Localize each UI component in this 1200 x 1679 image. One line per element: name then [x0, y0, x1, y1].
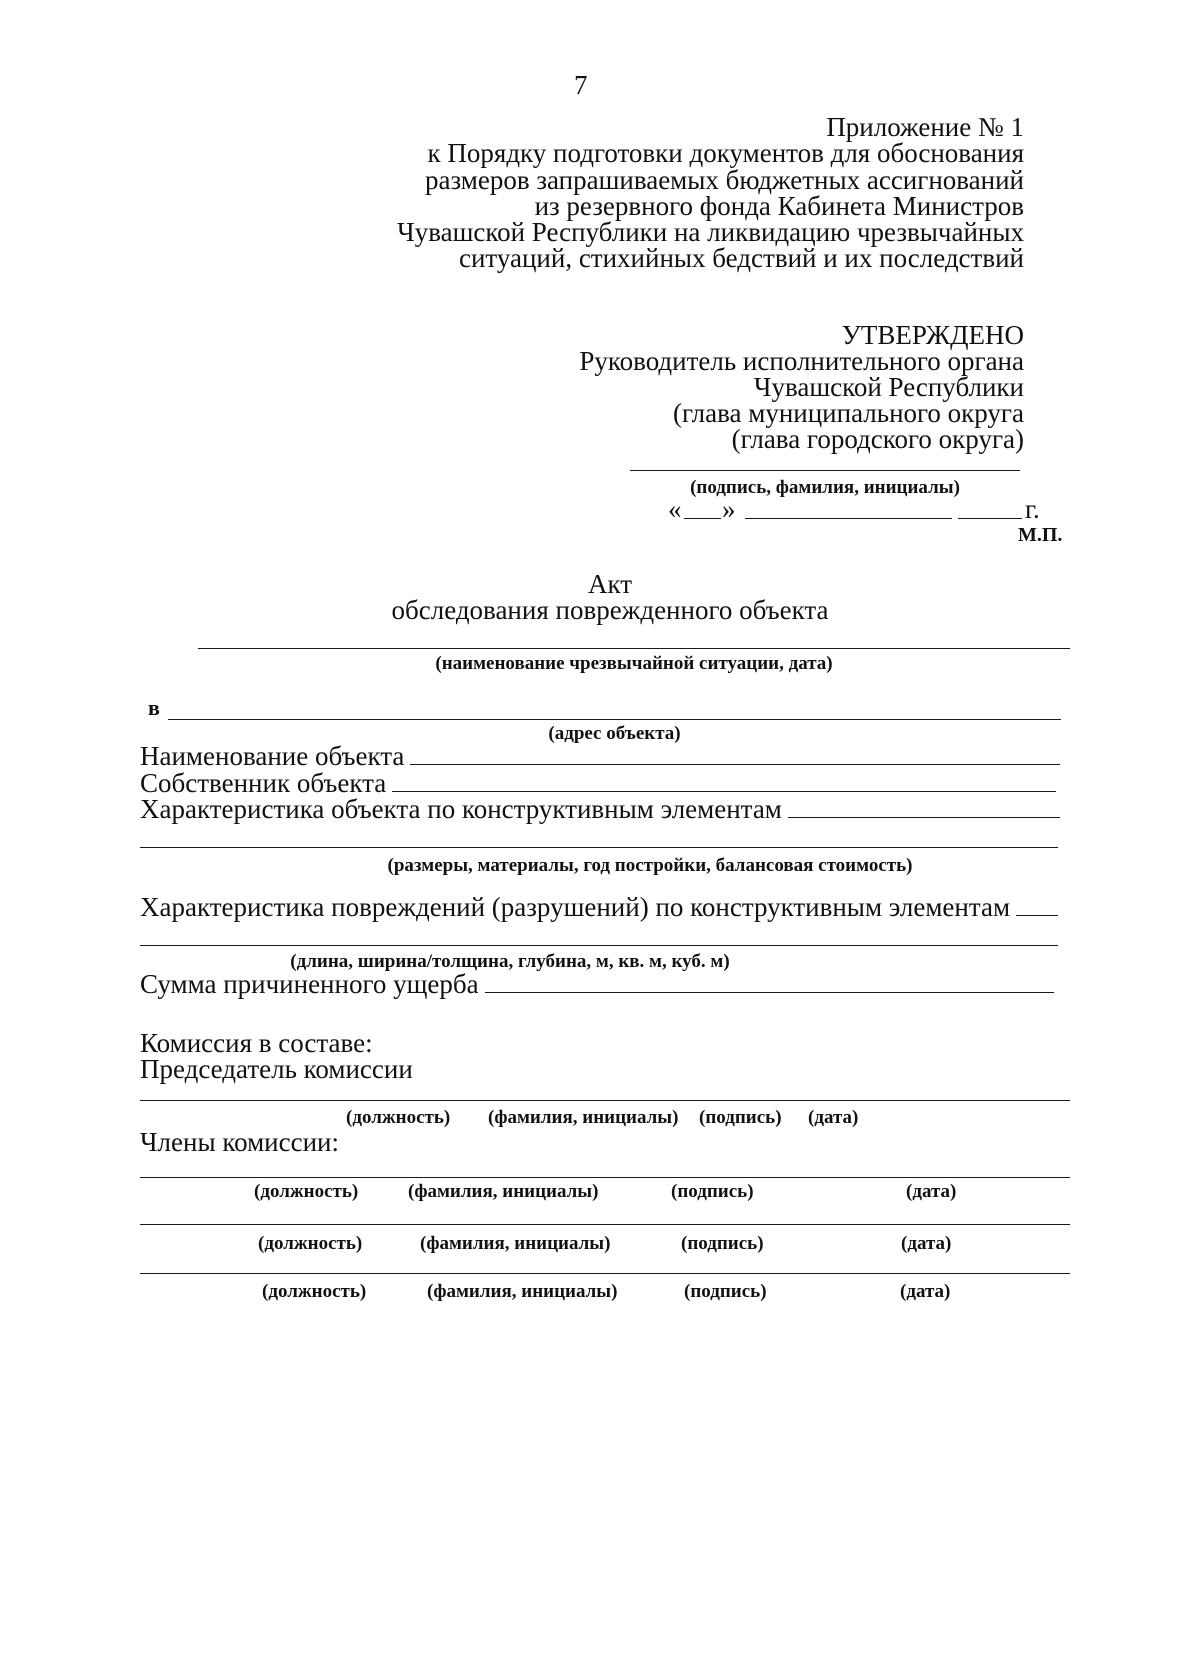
approval-line: (глава городского округа) — [731, 424, 1024, 454]
member-caption-position: (должность) — [262, 1281, 367, 1302]
member-line — [140, 1177, 1070, 1178]
date-day-line — [684, 518, 721, 519]
member-caption-position: (должность) — [258, 1233, 363, 1254]
approval-line: Руководитель исполнительного органа — [579, 346, 1024, 376]
chair-caption-signature: (подпись) — [699, 1107, 782, 1128]
chair-label: Председатель комиссии — [140, 1054, 413, 1084]
damage-caption: (длина, ширина/толщина, глубина, м, кв. м, куб. м) — [290, 951, 730, 972]
address-line — [168, 719, 1061, 720]
act-subtitle: обследования поврежденного объекта — [391, 595, 829, 625]
appendix-line: ситуаций, стихийных бедствий и их последствий — [458, 243, 1024, 273]
member-caption-name: (фамилия, инициалы) — [427, 1281, 618, 1302]
approval-line: (глава муниципального округа — [672, 398, 1024, 428]
owner-row — [140, 770, 1056, 797]
characteristics-line — [788, 817, 1060, 818]
address-caption: (адрес объекта) — [548, 723, 681, 744]
date-open-quote: « — [668, 494, 682, 524]
chair-line — [140, 1100, 1070, 1101]
chair-caption-position: (должность) — [346, 1107, 451, 1128]
characteristics-line-2 — [140, 847, 1058, 848]
page-number: 7 — [574, 70, 588, 100]
characteristics-caption: (размеры, материалы, год постройки, балансовая стоимость) — [387, 855, 913, 876]
damage-line — [1016, 915, 1058, 916]
approval-line: Чувашской Республики — [753, 372, 1024, 402]
member-caption-name: (фамилия, инициалы) — [408, 1181, 599, 1202]
member-caption-date: (дата) — [906, 1181, 957, 1202]
approval-signature-caption: (подпись, фамилия, инициалы) — [690, 477, 960, 498]
seal-mark: М.П. — [1018, 524, 1063, 546]
damage-sum-row — [140, 971, 1054, 998]
chair-caption-name: (фамилия, инициалы) — [488, 1107, 679, 1128]
characteristics-label: Характеристика объекта по конструктивным элементам — [140, 794, 782, 824]
appendix-line: Чувашской Республики на ликвидацию чрезвычайных — [397, 217, 1024, 247]
member-line — [140, 1273, 1070, 1274]
damage-line-2 — [140, 945, 1058, 946]
member-caption-date: (дата) — [900, 1281, 951, 1302]
appendix-line: к Порядку подготовки документов для обоснования — [427, 138, 1024, 168]
object-name-label: Наименование объекта — [140, 741, 405, 771]
appendix-line: из резервного фонда Кабинета Министров — [534, 191, 1024, 221]
damage-label: Характеристика повреждений (разрушений) по конструктивным элементам — [140, 892, 1011, 922]
characteristics-row — [140, 796, 1060, 823]
appendix-line: размеров запрашиваемых бюджетных ассигнований — [425, 165, 1024, 195]
member-caption-date: (дата) — [901, 1233, 952, 1254]
date-month-line — [745, 518, 952, 519]
object-name-row — [140, 743, 1060, 770]
member-caption-name: (фамилия, инициалы) — [420, 1233, 611, 1254]
approval-signature-line — [630, 470, 1020, 471]
in-label: в — [148, 695, 160, 720]
damage-sum-line — [485, 992, 1054, 993]
approval-heading: УТВЕРЖДЕНО — [841, 320, 1024, 350]
member-line — [140, 1224, 1070, 1225]
commission-heading: Комиссия в составе: — [140, 1028, 373, 1058]
date-year-suffix: г. — [1025, 494, 1040, 524]
damage-row — [140, 894, 1058, 921]
chair-caption-date: (дата) — [808, 1107, 859, 1128]
member-caption-position: (должность) — [254, 1181, 359, 1202]
member-caption-signature: (подпись) — [671, 1181, 754, 1202]
date-year-line — [958, 518, 1022, 519]
date-close-quote: » — [722, 494, 736, 524]
damage-sum-label: Сумма причиненного ущерба — [140, 969, 479, 999]
member-caption-signature: (подпись) — [684, 1281, 767, 1302]
emergency-caption: (наименование чрезвычайной ситуации, дата) — [435, 653, 833, 674]
act-title: Акт — [587, 569, 633, 599]
owner-line — [392, 791, 1056, 792]
member-caption-signature: (подпись) — [681, 1233, 764, 1254]
appendix-title: Приложение № 1 — [826, 112, 1024, 142]
object-name-line — [410, 764, 1060, 765]
emergency-line — [198, 648, 1070, 649]
members-label: Члены комиссии: — [140, 1127, 339, 1157]
owner-label: Собственник объекта — [140, 768, 387, 798]
